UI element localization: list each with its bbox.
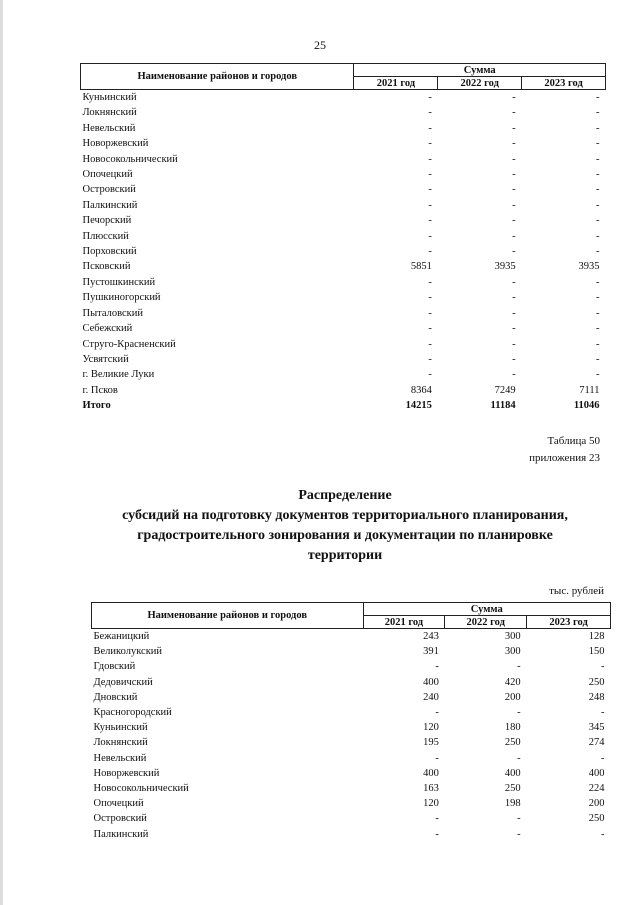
district-name: Пушкиногорский: [82, 292, 161, 304]
table-row: [81, 121, 606, 136]
amount-cell: 300: [504, 631, 521, 642]
table-row: [81, 337, 606, 352]
section-title-line: субсидий на подготовку документов территориального планирования,: [122, 508, 568, 523]
amount-cell: -: [512, 199, 516, 211]
table-row: [92, 644, 611, 659]
amount-cell: 150: [588, 646, 605, 658]
amount-cell: -: [596, 230, 600, 242]
total-label: Итого: [82, 400, 111, 412]
amount-cell: -: [601, 661, 605, 673]
amount-cell: -: [512, 184, 516, 196]
amount-cell: -: [512, 323, 516, 335]
units-label: тыс. рублей: [549, 585, 604, 597]
amount-cell: 400: [588, 767, 605, 779]
amount-cell: 200: [504, 691, 521, 703]
table-row: [81, 367, 606, 382]
amount-cell: -: [596, 338, 600, 350]
amount-cell: -: [596, 353, 600, 365]
table-row: [81, 244, 606, 259]
amount-cell: -: [512, 292, 516, 304]
amount-cell: 300: [504, 646, 521, 658]
table-row: [81, 229, 606, 244]
header-year: 2021 год: [363, 616, 445, 629]
amount-cell: -: [428, 153, 432, 165]
district-name: г. Псков: [82, 384, 118, 396]
amount-cell: 195: [423, 737, 439, 749]
amount-cell: 7111: [579, 384, 600, 396]
table-row: [92, 781, 611, 796]
amount-cell: -: [512, 153, 516, 165]
amount-cell: -: [512, 276, 516, 288]
amount-cell: -: [435, 752, 439, 764]
amount-cell: -: [428, 199, 432, 211]
amount-cell: -: [601, 752, 605, 764]
table-row: [81, 182, 606, 197]
table-row: [81, 167, 606, 182]
header-year: 2023 год: [522, 77, 606, 90]
district-name: Новоржевский: [93, 767, 160, 779]
amount-cell: -: [512, 338, 516, 350]
amount-cell: -: [517, 828, 521, 840]
amount-cell: -: [517, 661, 521, 673]
amount-cell: 420: [504, 676, 521, 688]
amount-cell: -: [428, 338, 432, 350]
table-row: [92, 690, 611, 705]
amount-cell: -: [596, 122, 600, 134]
amount-cell: -: [596, 138, 600, 150]
table-row: [92, 827, 611, 842]
amount-cell: -: [596, 276, 600, 288]
amount-cell: -: [596, 307, 600, 319]
subsidy-table-1: [80, 63, 606, 414]
amount-cell: 3935: [494, 261, 516, 273]
amount-cell: 250: [504, 783, 521, 795]
total-amount: 14215: [405, 400, 432, 412]
amount-cell: -: [517, 752, 521, 764]
header-year: 2023 год: [527, 616, 611, 629]
amount-cell: -: [601, 828, 605, 840]
table-row: [81, 136, 606, 151]
page-edge: [0, 0, 3, 905]
table-row: [81, 198, 606, 213]
district-name: Бежаницкий: [93, 631, 150, 642]
amount-cell: -: [596, 184, 600, 196]
amount-cell: -: [428, 184, 432, 196]
amount-cell: 250: [588, 813, 605, 825]
table-row: [92, 675, 611, 690]
page-number: 25: [314, 38, 326, 52]
amount-cell: -: [596, 246, 600, 258]
amount-cell: -: [512, 92, 516, 103]
amount-cell: -: [596, 169, 600, 181]
district-name: Печорский: [82, 215, 132, 227]
amount-cell: -: [512, 353, 516, 365]
table-row: [81, 105, 606, 120]
table-row: [81, 90, 606, 106]
amount-cell: -: [596, 292, 600, 304]
amount-cell: -: [435, 828, 439, 840]
table-row: [92, 659, 611, 674]
district-name: Новосокольнический: [82, 153, 178, 165]
table-row: [92, 811, 611, 826]
amount-cell: -: [435, 661, 439, 673]
amount-cell: -: [512, 369, 516, 381]
district-name: Плюсский: [82, 230, 129, 242]
table-row: [92, 735, 611, 750]
amount-cell: 250: [588, 676, 605, 688]
amount-cell: -: [435, 813, 439, 825]
amount-cell: -: [512, 107, 516, 119]
amount-cell: 243: [423, 631, 439, 642]
amount-cell: -: [517, 707, 521, 719]
header-name: Наименование районов и городов: [92, 603, 364, 629]
amount-cell: 128: [588, 631, 605, 642]
district-name: Красногородский: [93, 707, 172, 719]
amount-cell: 400: [423, 767, 439, 779]
district-name: Палкинский: [82, 199, 138, 211]
table-row: [81, 383, 606, 398]
amount-cell: -: [428, 122, 432, 134]
amount-cell: -: [596, 92, 600, 103]
amount-cell: -: [428, 92, 432, 103]
district-name: Дновский: [93, 691, 138, 703]
amount-cell: -: [596, 369, 600, 381]
table-row: [81, 321, 606, 336]
district-name: Новосокольнический: [93, 783, 189, 795]
header-sum: Сумма: [354, 64, 606, 77]
amount-cell: -: [512, 307, 516, 319]
header-year: 2022 год: [438, 77, 522, 90]
total-amount: 11184: [490, 400, 516, 412]
amount-cell: -: [428, 369, 432, 381]
amount-cell: -: [428, 323, 432, 335]
subsidy-table-2: [91, 602, 611, 842]
table-row: [81, 352, 606, 367]
table-row: [92, 751, 611, 766]
table-row: [92, 796, 611, 811]
table-row: [81, 306, 606, 321]
district-name: Локнянский: [93, 737, 148, 749]
amount-cell: -: [512, 169, 516, 181]
amount-cell: -: [596, 323, 600, 335]
amount-cell: -: [596, 215, 600, 227]
amount-cell: -: [428, 215, 432, 227]
district-name: Великолукский: [93, 646, 163, 658]
appendix-note: приложения 23: [529, 452, 600, 464]
district-name: Островский: [82, 184, 136, 196]
district-name: Себежский: [82, 323, 133, 335]
amount-cell: -: [428, 276, 432, 288]
amount-cell: 400: [504, 767, 521, 779]
amount-cell: -: [428, 246, 432, 258]
table-row: [92, 705, 611, 720]
amount-cell: -: [512, 138, 516, 150]
table-row: [92, 766, 611, 781]
amount-cell: -: [435, 707, 439, 719]
district-name: Усвятский: [82, 353, 129, 365]
amount-cell: 8364: [410, 384, 432, 396]
amount-cell: -: [512, 122, 516, 134]
amount-cell: -: [428, 107, 432, 119]
district-name: Струго-Красненский: [82, 338, 176, 350]
amount-cell: 200: [588, 798, 605, 810]
district-name: Дедовичский: [93, 676, 153, 688]
amount-cell: 274: [588, 737, 605, 749]
district-name: Пыталовский: [82, 307, 143, 319]
amount-cell: 224: [588, 783, 605, 795]
table-number-note: Таблица 50: [547, 435, 600, 447]
amount-cell: -: [517, 813, 521, 825]
amount-cell: -: [596, 153, 600, 165]
amount-cell: 7249: [494, 384, 516, 396]
amount-cell: -: [512, 230, 516, 242]
district-name: Опочецкий: [82, 169, 133, 181]
district-name: Локнянский: [82, 107, 137, 119]
amount-cell: 120: [423, 722, 439, 734]
district-name: Куньинский: [93, 722, 148, 734]
section-title-line: градостроительного зонирования и документации по планировке: [137, 528, 553, 543]
header-name: Наименование районов и городов: [81, 64, 354, 90]
amount-cell: -: [428, 353, 432, 365]
district-name: Гдовский: [93, 661, 136, 673]
district-name: Опочецкий: [93, 798, 144, 810]
amount-cell: 180: [504, 722, 521, 734]
district-name: Порховский: [82, 246, 137, 258]
district-name: Невельский: [82, 122, 136, 134]
district-name: Новоржевский: [82, 138, 149, 150]
amount-cell: 400: [423, 676, 439, 688]
table-row: [92, 720, 611, 735]
section-title-line: территории: [307, 548, 383, 563]
amount-cell: 240: [423, 691, 439, 703]
table-row: [92, 629, 611, 645]
district-name: Островский: [93, 813, 147, 825]
amount-cell: -: [428, 307, 432, 319]
amount-cell: 163: [423, 783, 439, 795]
total-row: [81, 398, 606, 413]
amount-cell: -: [596, 199, 600, 211]
district-name: Палкинский: [93, 828, 149, 840]
amount-cell: -: [512, 246, 516, 258]
table-row: [81, 213, 606, 228]
district-name: Пустошкинский: [82, 276, 156, 288]
district-name: г. Великие Луки: [82, 369, 155, 381]
amount-cell: 248: [588, 691, 605, 703]
amount-cell: 198: [504, 798, 521, 810]
amount-cell: -: [428, 230, 432, 242]
amount-cell: 120: [423, 798, 439, 810]
amount-cell: 345: [588, 722, 605, 734]
district-name: Невельский: [93, 752, 147, 764]
amount-cell: -: [428, 138, 432, 150]
amount-cell: -: [512, 215, 516, 227]
section-title-line: Распределение: [298, 488, 392, 503]
district-name: Куньинский: [82, 92, 137, 103]
table-row: [81, 152, 606, 167]
table-row: [81, 290, 606, 305]
header-sum: Сумма: [363, 603, 611, 616]
amount-cell: -: [596, 107, 600, 119]
header-year: 2021 год: [354, 77, 438, 90]
amount-cell: 3935: [578, 261, 600, 273]
table-row: [81, 259, 606, 274]
amount-cell: 5851: [410, 261, 432, 273]
table-row: [81, 275, 606, 290]
header-year: 2022 год: [445, 616, 527, 629]
amount-cell: 250: [504, 737, 521, 749]
amount-cell: -: [428, 292, 432, 304]
district-name: Псковский: [82, 261, 131, 273]
amount-cell: -: [428, 169, 432, 181]
total-amount: 11046: [573, 400, 600, 412]
amount-cell: 391: [423, 646, 439, 658]
amount-cell: -: [601, 707, 605, 719]
